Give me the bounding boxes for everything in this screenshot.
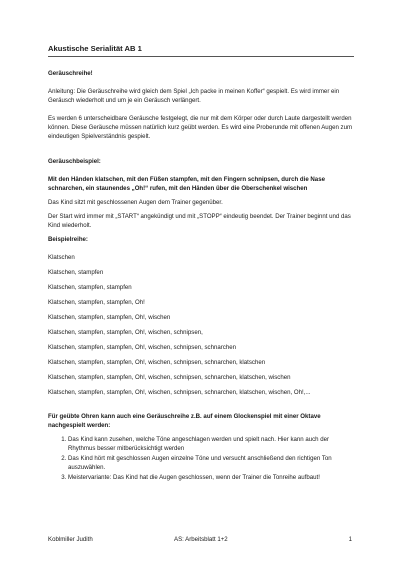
examples-heading: Beispielreihe: xyxy=(48,236,88,243)
variant-item: 1. Das Kind kann zusehen, welche Töne angeschlagen werden und spielt nach. Hier kann auch der Rhythmus besser mitberücksichtigt werden xyxy=(68,435,354,453)
seating-paragraph: Das Kind sitzt mit geschlossenen Augen dem Trainer gegenüber. xyxy=(48,199,223,206)
example-row: Klatschen, stampfen, stampfen, Oh!, wischen, schnipsen, schnarchen xyxy=(48,344,236,351)
example-row: Klatschen, stampfen, stampfen, Oh!, wischen, schnipsen, schnarchen, klatschen, wischen xyxy=(48,374,291,381)
example-row: Klatschen, stampfen xyxy=(48,269,104,276)
example-row: Klatschen, stampfen, stampfen, Oh!, wischen, schnipsen, schnarchen, klatschen xyxy=(48,359,266,366)
section-heading-geraeuschbeispiel: Geräuschbeispiel: xyxy=(48,158,101,165)
page-content xyxy=(48,44,354,483)
start-stop-paragraph: Der Start wird immer mit „START“ angekündigt und mit „STOPP“ eindeutig beendet. Der Trainer beginnt und das Kind wiederholt. xyxy=(48,213,351,229)
section-heading-glockenspiel: Für geübte Ohren kann auch eine Geräuschreihe z.B. auf einem Glockenspiel mit einer Oktave nachgespielt werden: xyxy=(48,413,321,429)
section-heading-geraeuschreihe: Geräuschreihe! xyxy=(48,70,93,77)
example-series-list xyxy=(48,253,354,403)
example-row: Klatschen, stampfen, stampfen, Oh!, wischen xyxy=(48,314,171,321)
noise-list-bold: Mit den Händen klatschen, mit den Füßen stampfen, mit den Fingern schnipsen, durch die Nase schnarchen, ein staunendes „Oh!“ rufen, mit den Händen über die Oberschenkel wischen xyxy=(48,176,325,192)
variant-list xyxy=(48,435,354,482)
example-row: Klatschen, stampfen, stampfen, Oh!, wischen, schnipsen, xyxy=(48,329,203,336)
page-title: Akustische Serialität AB 1 xyxy=(48,44,354,57)
example-row: Klatschen, stampfen, stampfen, Oh! xyxy=(48,299,145,306)
example-row: Klatschen xyxy=(48,254,75,261)
footer-author: Koblmiller Judith xyxy=(48,536,93,543)
example-row: Klatschen, stampfen, stampfen xyxy=(48,284,132,291)
variant-item: 3. Meistervariante: Das Kind hat die Augen geschlossen, wenn der Trainer die Tonreihe aufbaut! xyxy=(68,473,354,482)
footer-sheet-label: AS: Arbeitsblatt 1+2 xyxy=(174,536,228,543)
example-row: Klatschen, stampfen, stampfen, Oh!, wischen, schnipsen, schnarchen, klatschen, wischen, Oh!,... xyxy=(48,389,311,396)
variant-item: 2. Das Kind hört mit geschlossen Augen einzelne Töne und versucht anschließend den richtigen Ton auszuwählen. xyxy=(68,454,354,472)
noise-definition-paragraph: Es werden 6 unterscheidbare Geräusche festgelegt, die nur mit dem Körper oder durch Laute dargestellt werden können. Diese Geräusche müssen natürlich kurz geübt werden. Es wird eine Proberunde mit offenen Augen zum eindeutigen Spielverständnis gespielt. xyxy=(48,115,353,140)
instructions-paragraph: Anleitung: Die Geräuschreihe wird gleich dem Spiel „Ich packe in meinen Koffer“ gespielt. Es wird immer ein Geräusch wiederholt und um je ein Geräusch verlängert. xyxy=(48,88,340,104)
footer-page-number: 1 xyxy=(348,536,352,543)
